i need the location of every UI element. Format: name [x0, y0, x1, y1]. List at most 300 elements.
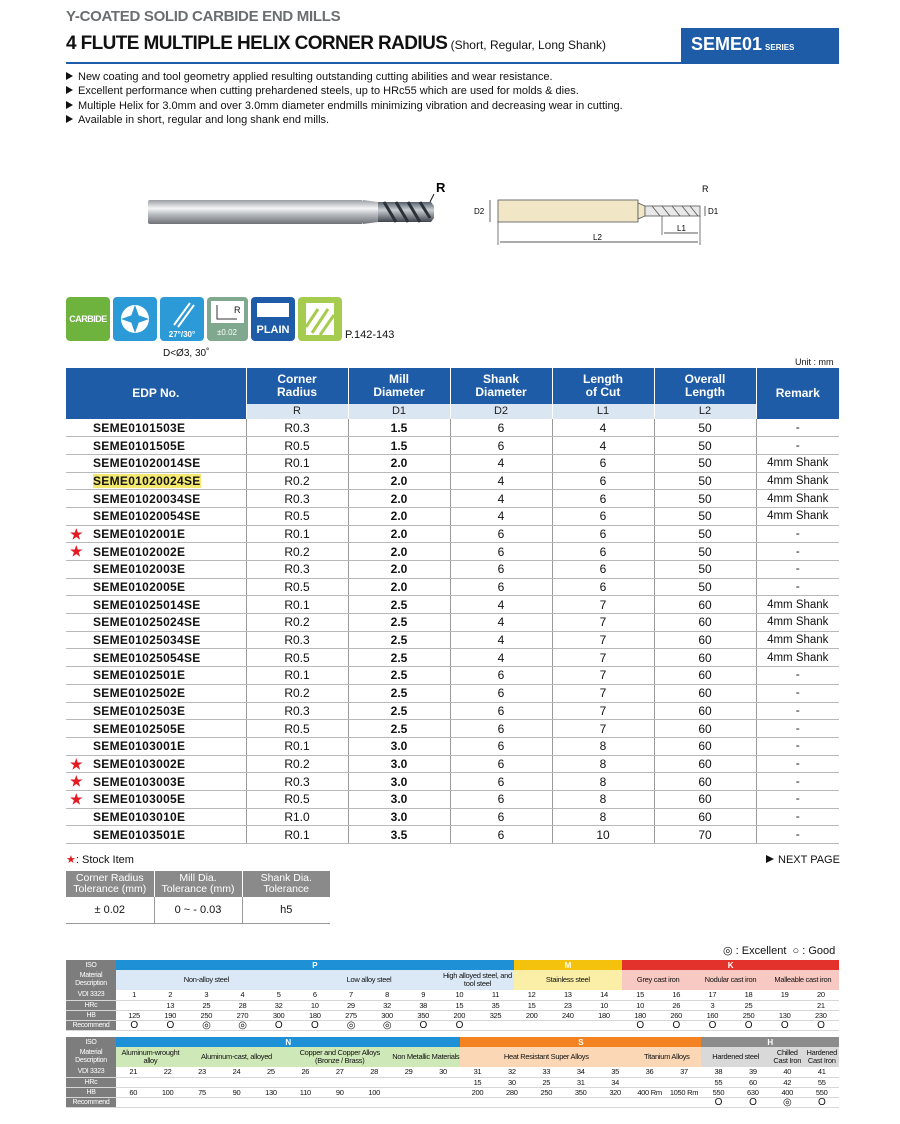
- feature-item: New coating and tool geometry applied resulting outstanding cutting abilities and wear resistance.: [66, 70, 623, 84]
- table-row: [66, 507, 839, 525]
- series-code: SEME01: [691, 34, 763, 54]
- material-vdi-cell: 20: [803, 990, 839, 1000]
- cell-overall-length: 50: [654, 578, 756, 596]
- table-row: [66, 667, 839, 685]
- material-hb-cell: 75: [185, 1087, 219, 1097]
- cell-edp: SEME0103002E ★: [66, 755, 246, 773]
- material-desc: Malleable cast iron: [767, 970, 839, 990]
- material-desc: Aluminum-wrought alloy: [116, 1047, 185, 1067]
- material-hrc-cell: 15: [460, 1077, 494, 1087]
- material-rec-cell: [514, 1020, 550, 1030]
- material-vdi-cell: 2: [152, 990, 188, 1000]
- material-hb-cell: 130: [767, 1010, 803, 1020]
- iso-group: K: [622, 960, 839, 970]
- cell-edp: [66, 472, 246, 490]
- iso-label: ISO: [66, 960, 116, 970]
- material-hb-cell: 90: [219, 1087, 253, 1097]
- material-hrc-cell: 55: [701, 1077, 735, 1087]
- cell-mill-dia: 2.5: [348, 702, 450, 720]
- table-row: [66, 649, 839, 667]
- cell-remark: -: [756, 578, 839, 596]
- table-row: [66, 596, 839, 614]
- material-rec-cell: ◎: [369, 1020, 405, 1030]
- cell-shank-dia: 4: [450, 507, 552, 525]
- material-hb-cell: 300: [369, 1010, 405, 1020]
- material-vdi-cell: 22: [150, 1067, 184, 1077]
- page-title: [66, 33, 606, 55]
- cell-mill-dia: 3.5: [348, 826, 450, 844]
- material-vdi-cell: 39: [736, 1067, 770, 1077]
- table-row: [66, 737, 839, 755]
- bullet-arrow-icon: [66, 101, 73, 109]
- material-hb-cell: 160: [694, 1010, 730, 1020]
- tol-header-corner: Corner Radius Tolerance (mm): [66, 871, 154, 897]
- cell-corner-radius: R0.5: [246, 649, 348, 667]
- table-row: [66, 525, 839, 543]
- cell-length-cut: 4: [552, 419, 654, 437]
- l1-label: L1: [677, 224, 686, 233]
- cell-corner-radius: R0.3: [246, 773, 348, 791]
- bullet-arrow-icon: [66, 72, 73, 80]
- material-hrc-cell: 31: [564, 1077, 598, 1087]
- cell-corner-radius: R0.2: [246, 472, 348, 490]
- cell-shank-dia: 6: [450, 773, 552, 791]
- material-rec-cell: O: [116, 1020, 152, 1030]
- material-hb-cell: 250: [529, 1087, 563, 1097]
- table-row: [66, 472, 839, 490]
- material-vdi-cell: 6: [297, 990, 333, 1000]
- col-overall-length: Overall Length: [654, 368, 756, 404]
- table-row: [66, 720, 839, 738]
- row-label-vdi: VDI 3323: [66, 990, 116, 1000]
- cell-edp: SEME01025024SE: [66, 614, 246, 632]
- material-hb-cell: 400: [770, 1087, 804, 1097]
- cell-mill-dia: 1.5: [348, 437, 450, 455]
- material-rec-cell: O: [803, 1020, 839, 1030]
- cell-remark: -: [756, 684, 839, 702]
- material-desc: Stainless steel: [514, 970, 622, 990]
- four-flute-icon: [113, 297, 157, 341]
- feature-list: [66, 70, 623, 128]
- material-desc: Low alloy steel: [297, 970, 442, 990]
- next-page-link[interactable]: NEXT PAGE: [766, 854, 840, 866]
- row-label-rec: Recommend: [66, 1097, 116, 1107]
- material-hb-cell: 110: [288, 1087, 322, 1097]
- material-hb-cell: 100: [357, 1087, 391, 1097]
- material-hrc-cell: [219, 1077, 253, 1087]
- bullet-arrow-icon: [66, 86, 73, 94]
- material-hrc-cell: 30: [495, 1077, 529, 1087]
- cell-edp: SEME01025054SE: [66, 649, 246, 667]
- material-vdi-cell: 11: [477, 990, 513, 1000]
- material-rec-cell: O: [694, 1020, 730, 1030]
- sub-l2: L2: [654, 404, 756, 419]
- material-vdi-cell: 23: [185, 1067, 219, 1077]
- material-hb-cell: 280: [495, 1087, 529, 1097]
- cell-corner-radius: R0.3: [246, 419, 348, 437]
- cell-corner-radius: R1.0: [246, 808, 348, 826]
- material-hb-cell: 260: [658, 1010, 694, 1020]
- cell-corner-radius: R0.3: [246, 490, 348, 508]
- material-hb-cell: 350: [564, 1087, 598, 1097]
- material-rec-cell: O: [441, 1020, 477, 1030]
- cell-mill-dia: 2.0: [348, 561, 450, 579]
- cell-shank-dia: 6: [450, 419, 552, 437]
- material-hrc-cell: [150, 1077, 184, 1087]
- material-hb-cell: 320: [598, 1087, 632, 1097]
- material-hrc-cell: [288, 1077, 322, 1087]
- material-hb-cell: 550: [701, 1087, 735, 1097]
- table-row: [66, 790, 839, 808]
- next-arrow-icon: [766, 855, 774, 863]
- material-hrc-cell: 38: [405, 1000, 441, 1010]
- cell-edp: SEME0102003E: [66, 561, 246, 579]
- table-row: [66, 755, 839, 773]
- end-geometry-icon: [298, 297, 342, 341]
- cell-corner-radius: R0.3: [246, 702, 348, 720]
- cell-mill-dia: 2.0: [348, 454, 450, 472]
- material-vdi-cell: 13: [550, 990, 586, 1000]
- iso-group: N: [116, 1037, 460, 1047]
- material-hb-cell: 230: [803, 1010, 839, 1020]
- material-desc: Copper and Copper Alloys (Bronze / Brass): [288, 1047, 391, 1067]
- highlighted-edp: SEME01020024SE: [93, 473, 201, 488]
- table-row: [66, 808, 839, 826]
- cell-edp: SEME0103501E: [66, 826, 246, 844]
- stock-star-icon: ★: [70, 773, 83, 790]
- cell-length-cut: 7: [552, 702, 654, 720]
- cell-mill-dia: 2.5: [348, 649, 450, 667]
- cell-edp: SEME0102505E: [66, 720, 246, 738]
- cell-length-cut: 7: [552, 684, 654, 702]
- col-shank-diameter: Shank Diameter: [450, 368, 552, 404]
- material-rec-cell: ◎: [333, 1020, 369, 1030]
- cell-length-cut: 6: [552, 578, 654, 596]
- cell-edp: SEME0102503E: [66, 702, 246, 720]
- cell-mill-dia: 1.5: [348, 419, 450, 437]
- cell-overall-length: 50: [654, 490, 756, 508]
- material-vdi-cell: 8: [369, 990, 405, 1000]
- material-desc: Non-alloy steel: [116, 970, 297, 990]
- cell-overall-length: 70: [654, 826, 756, 844]
- cell-edp: SEME01025014SE: [66, 596, 246, 614]
- col-remark: Remark: [756, 368, 839, 419]
- cell-edp: SEME01020014SE: [66, 454, 246, 472]
- material-vdi-cell: 21: [116, 1067, 150, 1077]
- cell-shank-dia: 4: [450, 454, 552, 472]
- cell-mill-dia: 3.0: [348, 790, 450, 808]
- cell-remark: -: [756, 543, 839, 561]
- cell-remark: 4mm Shank: [756, 472, 839, 490]
- cell-length-cut: 8: [552, 773, 654, 791]
- material-hrc-cell: [185, 1077, 219, 1087]
- cell-mill-dia: 2.5: [348, 596, 450, 614]
- material-hb-cell: 400 Rm: [632, 1087, 666, 1097]
- cell-overall-length: 50: [654, 543, 756, 561]
- material-rec-cell: O: [297, 1020, 333, 1030]
- iso-group: M: [514, 960, 622, 970]
- cell-length-cut: 8: [552, 737, 654, 755]
- corner-radius-icon: [207, 297, 248, 341]
- cell-remark: 4mm Shank: [756, 596, 839, 614]
- cell-overall-length: 60: [654, 596, 756, 614]
- cell-length-cut: 6: [552, 543, 654, 561]
- cell-edp: SEME0102001E ★: [66, 525, 246, 543]
- r-label: R: [702, 184, 709, 194]
- table-row: [66, 543, 839, 561]
- cell-overall-length: 60: [654, 702, 756, 720]
- material-vdi-cell: 5: [261, 990, 297, 1000]
- material-vdi-cell: 15: [622, 990, 658, 1000]
- cell-overall-length: 60: [654, 755, 756, 773]
- material-hb-cell: 300: [261, 1010, 297, 1020]
- cell-overall-length: 60: [654, 684, 756, 702]
- cell-length-cut: 7: [552, 667, 654, 685]
- material-hrc-cell: 42: [770, 1077, 804, 1087]
- material-hrc-cell: 60: [736, 1077, 770, 1087]
- cell-length-cut: 8: [552, 755, 654, 773]
- table-row: [66, 419, 839, 437]
- cell-corner-radius: R0.1: [246, 454, 348, 472]
- cell-corner-radius: R0.1: [246, 737, 348, 755]
- table-row: [66, 490, 839, 508]
- helix-angle: 27°/30°: [168, 330, 196, 339]
- recommend-legend: ◎ : Excellent ○ : Good: [723, 945, 836, 957]
- material-rec-cell: [598, 1097, 632, 1107]
- material-rec-cell: [477, 1020, 513, 1030]
- material-vdi-cell: 31: [460, 1067, 494, 1077]
- row-label-rec: Recommend: [66, 1020, 116, 1030]
- stock-star-icon: ★: [66, 854, 76, 866]
- cell-remark: 4mm Shank: [756, 649, 839, 667]
- cell-corner-radius: R0.2: [246, 755, 348, 773]
- material-vdi-cell: 35: [598, 1067, 632, 1077]
- table-row: [66, 561, 839, 579]
- material-rec-cell: [116, 1097, 150, 1107]
- stock-star-icon: ★: [70, 525, 83, 542]
- material-vdi-cell: 24: [219, 1067, 253, 1077]
- iso-group: S: [460, 1037, 701, 1047]
- tol-header-shank: Shank Dia. Tolerance: [242, 871, 330, 897]
- cell-edp: SEME0102005E: [66, 578, 246, 596]
- cell-length-cut: 7: [552, 649, 654, 667]
- iso-group: H: [701, 1037, 839, 1047]
- cell-shank-dia: 6: [450, 808, 552, 826]
- iso-group: P: [116, 960, 514, 970]
- material-vdi-cell: 40: [770, 1067, 804, 1077]
- cell-corner-radius: R0.1: [246, 826, 348, 844]
- cell-remark: -: [756, 737, 839, 755]
- cell-shank-dia: 6: [450, 790, 552, 808]
- end-mill-photo: [146, 178, 446, 238]
- cell-edp: SEME01025034SE: [66, 631, 246, 649]
- cell-remark: 4mm Shank: [756, 454, 839, 472]
- row-label-hrc: HRc: [66, 1077, 116, 1087]
- material-hb-cell: 130: [254, 1087, 288, 1097]
- material-desc: High alloyed steel, and tool steel: [442, 971, 512, 988]
- cell-remark: -: [756, 702, 839, 720]
- cell-shank-dia: 4: [450, 490, 552, 508]
- material-hrc-cell: [667, 1077, 701, 1087]
- cell-length-cut: 7: [552, 720, 654, 738]
- cell-edp: SEME01020054SE: [66, 507, 246, 525]
- material-rec-cell: [586, 1020, 622, 1030]
- table-row: [66, 614, 839, 632]
- dimension-drawing: [470, 180, 730, 250]
- cell-remark: 4mm Shank: [756, 490, 839, 508]
- material-hrc-cell: 10: [297, 1000, 333, 1010]
- page-reference: P.142-143: [345, 329, 395, 341]
- material-hb-cell: 180: [297, 1010, 333, 1020]
- plain-label: PLAIN: [256, 324, 290, 336]
- material-hb-cell: 200: [441, 1010, 477, 1020]
- material-hrc-cell: 25: [529, 1077, 563, 1087]
- material-rec-cell: [460, 1097, 494, 1107]
- cell-corner-radius: R0.2: [246, 684, 348, 702]
- cell-shank-dia: 6: [450, 437, 552, 455]
- material-hb-cell: [426, 1087, 460, 1097]
- material-hb-cell: 250: [188, 1010, 224, 1020]
- cell-mill-dia: 3.0: [348, 755, 450, 773]
- material-vdi-cell: 32: [495, 1067, 529, 1077]
- table-row: [66, 702, 839, 720]
- material-hrc-cell: 15: [441, 1000, 477, 1010]
- material-desc-label: Material Description: [66, 1047, 116, 1067]
- material-hb-cell: 100: [150, 1087, 184, 1097]
- material-table-top: [66, 960, 839, 1031]
- cell-shank-dia: 4: [450, 472, 552, 490]
- material-desc: Hardened steel: [701, 1047, 770, 1067]
- col-length-of-cut: Length of Cut: [552, 368, 654, 404]
- cell-corner-radius: R0.2: [246, 543, 348, 561]
- cell-mill-dia: 3.0: [348, 773, 450, 791]
- material-hrc-cell: [323, 1077, 357, 1087]
- table-row: [66, 773, 839, 791]
- material-hrc-cell: 55: [804, 1077, 839, 1087]
- material-hb-cell: 190: [152, 1010, 188, 1020]
- material-hb-cell: 550: [804, 1087, 839, 1097]
- row-label-hrc: HRc: [66, 1000, 116, 1010]
- stock-legend: ★: Stock Item: [66, 854, 134, 866]
- material-vdi-cell: 27: [323, 1067, 357, 1077]
- material-hrc-cell: 15: [514, 1000, 550, 1010]
- material-vdi-cell: 19: [767, 990, 803, 1000]
- cell-length-cut: 6: [552, 561, 654, 579]
- row-label-hb: HB: [66, 1010, 116, 1020]
- flute-count: 4: [131, 314, 139, 326]
- cell-remark: -: [756, 419, 839, 437]
- material-desc: Titanium Alloys: [632, 1047, 701, 1067]
- material-rec-cell: [357, 1097, 391, 1107]
- d2-label: D2: [474, 207, 485, 216]
- sub-d1: D1: [348, 404, 450, 419]
- stock-star-icon: ★: [70, 790, 83, 807]
- material-vdi-cell: 14: [586, 990, 622, 1000]
- cell-overall-length: 50: [654, 419, 756, 437]
- material-hb-cell: 250: [730, 1010, 766, 1020]
- cell-corner-radius: R0.3: [246, 561, 348, 579]
- material-hrc-cell: 23: [550, 1000, 586, 1010]
- cell-edp: SEME0102502E: [66, 684, 246, 702]
- cell-shank-dia: 6: [450, 684, 552, 702]
- cell-shank-dia: 6: [450, 578, 552, 596]
- material-desc: Non Metallic Materials: [391, 1047, 460, 1067]
- plain-shank-icon: [251, 297, 295, 341]
- cell-remark: 4mm Shank: [756, 631, 839, 649]
- cell-shank-dia: 6: [450, 826, 552, 844]
- material-vdi-cell: 26: [288, 1067, 322, 1077]
- material-rec-cell: [254, 1097, 288, 1107]
- cell-overall-length: 50: [654, 507, 756, 525]
- cell-corner-radius: R0.5: [246, 790, 348, 808]
- material-rec-cell: O: [736, 1097, 770, 1107]
- cell-remark: -: [756, 720, 839, 738]
- cell-length-cut: 7: [552, 596, 654, 614]
- material-hb-cell: 325: [477, 1010, 513, 1020]
- row-label-vdi: VDI 3323: [66, 1067, 116, 1077]
- cell-length-cut: 4: [552, 437, 654, 455]
- material-rec-cell: O: [405, 1020, 441, 1030]
- material-rec-cell: [426, 1097, 460, 1107]
- series-word: SERIES: [765, 43, 795, 52]
- cell-remark: -: [756, 773, 839, 791]
- cell-shank-dia: 6: [450, 667, 552, 685]
- cell-overall-length: 60: [654, 737, 756, 755]
- material-hb-cell: 350: [405, 1010, 441, 1020]
- cell-length-cut: 7: [552, 631, 654, 649]
- cell-overall-length: 50: [654, 525, 756, 543]
- material-rec-cell: [323, 1097, 357, 1107]
- cell-edp: SEME01020034SE: [66, 490, 246, 508]
- material-hrc-cell: 29: [333, 1000, 369, 1010]
- unit-label: Unit : mm: [795, 357, 834, 367]
- cell-overall-length: 60: [654, 614, 756, 632]
- cell-shank-dia: 6: [450, 737, 552, 755]
- material-vdi-cell: 10: [441, 990, 477, 1000]
- row-label-hb: HB: [66, 1087, 116, 1097]
- cell-edp: SEME0101505E: [66, 437, 246, 455]
- material-hrc-cell: [632, 1077, 666, 1087]
- material-vdi-cell: 17: [694, 990, 730, 1000]
- cell-corner-radius: R0.1: [246, 596, 348, 614]
- material-rec-cell: [288, 1097, 322, 1107]
- material-rec-cell: [667, 1097, 701, 1107]
- cell-shank-dia: 6: [450, 543, 552, 561]
- material-hrc-cell: 28: [224, 1000, 260, 1010]
- material-hrc-cell: 32: [261, 1000, 297, 1010]
- cell-remark: -: [756, 525, 839, 543]
- bullet-arrow-icon: [66, 115, 73, 123]
- cell-length-cut: 8: [552, 808, 654, 826]
- material-hrc-cell: 13: [152, 1000, 188, 1010]
- l2-label: L2: [593, 233, 602, 242]
- material-vdi-cell: 4: [224, 990, 260, 1000]
- material-hb-cell: 90: [323, 1087, 357, 1097]
- material-desc: Aluminum-cast, alloyed: [185, 1047, 288, 1067]
- title-rule: [66, 62, 839, 64]
- table-row: [66, 454, 839, 472]
- cell-length-cut: 6: [552, 454, 654, 472]
- table-row: [66, 684, 839, 702]
- radius-r: R: [234, 305, 241, 315]
- cell-edp: SEME0102002E ★: [66, 543, 246, 561]
- cell-mill-dia: 2.0: [348, 507, 450, 525]
- cell-mill-dia: 2.5: [348, 631, 450, 649]
- cell-shank-dia: 4: [450, 614, 552, 632]
- tol-shank: h5: [242, 897, 330, 923]
- material-rec-cell: O: [730, 1020, 766, 1030]
- radius-tolerance: ±0.02: [217, 328, 237, 337]
